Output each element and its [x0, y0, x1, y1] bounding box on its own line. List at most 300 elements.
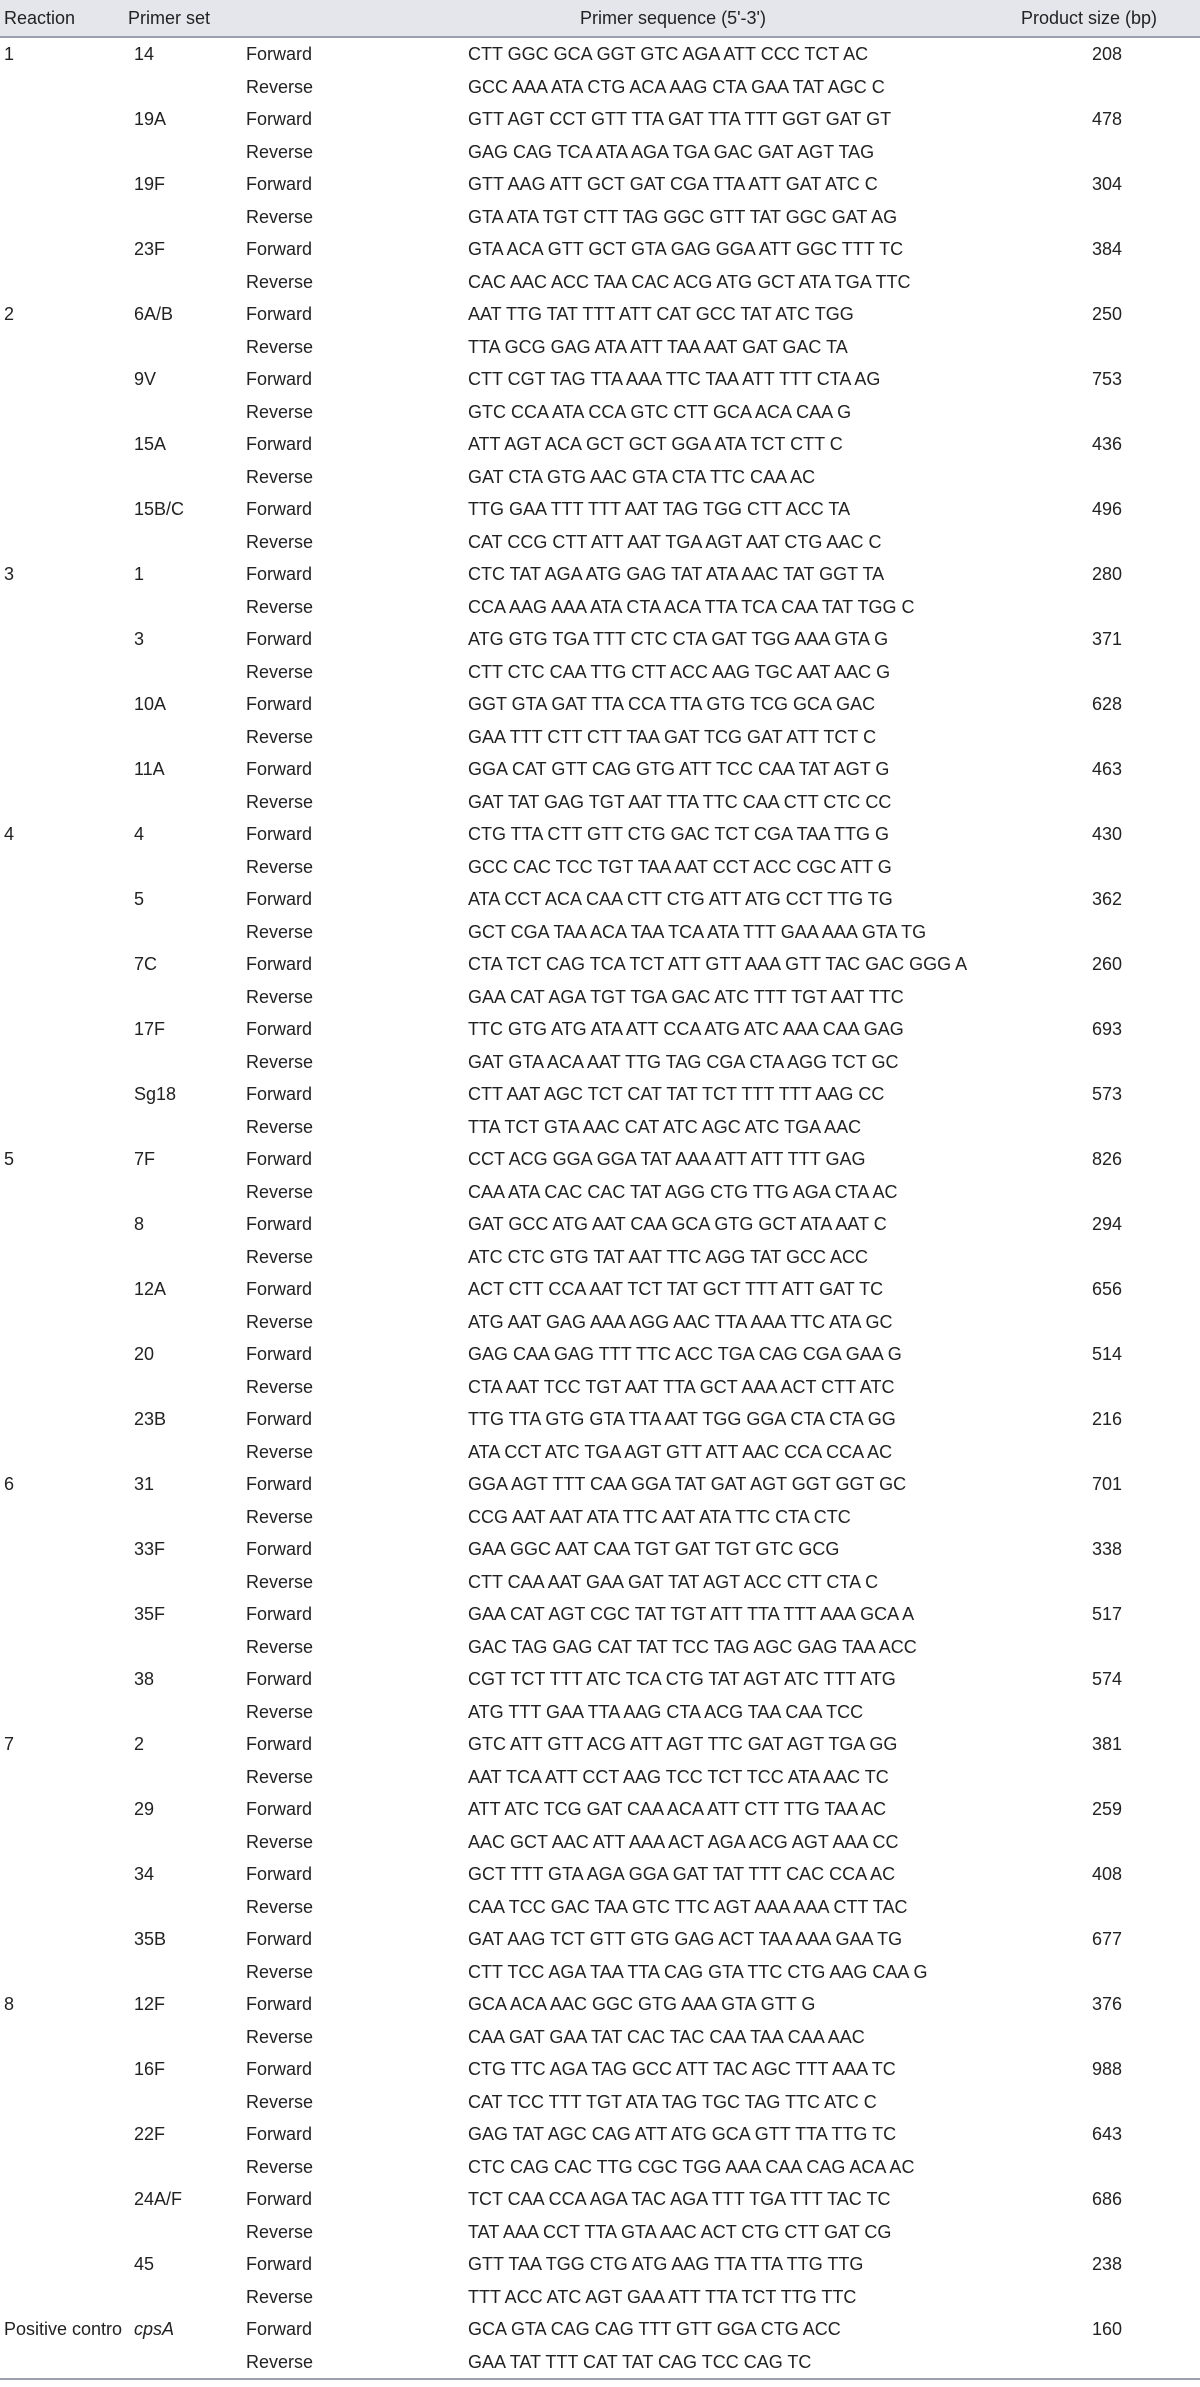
cell-direction: Reverse	[246, 1636, 314, 1657]
cell-primer-set: 10A	[134, 694, 167, 715]
cell-direction: Reverse	[246, 1701, 314, 1722]
cell-direction: Reverse	[246, 141, 314, 162]
cell-reaction: 4	[4, 824, 15, 845]
cell-reaction	[0, 1111, 124, 1144]
cell-direction: Forward	[246, 44, 313, 65]
cell-reaction	[0, 1923, 124, 1956]
cell-sequence: AAC GCT AAC ATT AAA ACT AGA ACG AGT AAA CC	[468, 1831, 899, 1852]
cell-direction: Forward	[246, 1929, 313, 1950]
cell-reaction	[0, 103, 124, 136]
cell-direction: Reverse	[246, 2221, 314, 2242]
cell-product-size: 514	[1091, 1344, 1123, 1365]
cell-product-size: 693	[1091, 1019, 1123, 1040]
cell-sequence: GTA ATA TGT CTT TAG GGC GTT TAT GGC GAT AG	[468, 206, 898, 227]
cell-sequence: CAC AAC ACC TAA CAC ACG ATG GCT ATA TGA TTC	[468, 271, 911, 292]
cell-primer-set	[124, 1306, 242, 1339]
cell-direction: Reverse	[246, 596, 314, 617]
cell-product-size	[978, 786, 1200, 819]
cell-direction: Forward	[246, 1279, 313, 1300]
cell-reaction: Positive contro	[4, 2319, 123, 2340]
cell-direction: Reverse	[246, 1246, 314, 1267]
cell-direction: Reverse	[246, 1571, 314, 1592]
cell-direction: Forward	[246, 2059, 313, 2080]
table-row	[0, 1631, 1200, 1664]
cell-sequence: AAT TTG TAT TTT ATT CAT GCC TAT ATC TGG	[468, 304, 854, 325]
cell-primer-set: 9V	[134, 369, 157, 390]
cell-product-size: 430	[1091, 824, 1123, 845]
cell-direction: Reverse	[246, 661, 314, 682]
table-row	[0, 71, 1200, 104]
cell-sequence: GAA TTT CTT CTT TAA GAT TCG GAT ATT TCT C	[468, 726, 877, 747]
cell-product-size	[978, 1826, 1200, 1859]
table-row	[0, 1338, 1200, 1371]
cell-primer-set	[124, 591, 242, 624]
table-row	[0, 1013, 1200, 1046]
cell-product-size	[978, 1696, 1200, 1729]
cell-product-size	[978, 1631, 1200, 1664]
cell-reaction	[0, 2183, 124, 2216]
header-primer-set: Primer set	[124, 0, 242, 37]
cell-direction: Reverse	[246, 1766, 314, 1787]
table-row	[0, 656, 1200, 689]
table-row	[0, 2248, 1200, 2281]
cell-primer-set: 2	[134, 1734, 145, 1755]
cell-reaction: 5	[4, 1149, 15, 1170]
cell-product-size: 701	[1091, 1474, 1123, 1495]
cell-reaction: 1	[4, 44, 15, 65]
cell-product-size	[978, 591, 1200, 624]
cell-product-size	[978, 136, 1200, 169]
cell-sequence: GAT GTA ACA AAT TTG TAG CGA CTA AGG TCT GC	[468, 1051, 899, 1072]
cell-direction: Reverse	[246, 336, 314, 357]
cell-primer-set: 19A	[134, 109, 167, 130]
cell-product-size: 384	[1091, 239, 1123, 260]
cell-direction: Reverse	[246, 856, 314, 877]
cell-primer-set	[124, 71, 242, 104]
cell-product-size: 362	[1091, 889, 1123, 910]
cell-direction: Forward	[246, 1149, 313, 1170]
cell-reaction	[0, 916, 124, 949]
cell-reaction	[0, 2053, 124, 2086]
cell-direction: Forward	[246, 1864, 313, 1885]
cell-direction: Reverse	[246, 2156, 314, 2177]
cell-product-size	[978, 2086, 1200, 2119]
cell-product-size	[978, 1501, 1200, 1534]
table-body	[0, 37, 1200, 2379]
cell-direction: Forward	[246, 1344, 313, 1365]
cell-product-size	[978, 1956, 1200, 1989]
table-row	[0, 721, 1200, 754]
cell-reaction	[0, 396, 124, 429]
cell-reaction	[0, 1306, 124, 1339]
cell-primer-set	[124, 721, 242, 754]
table-row	[0, 1208, 1200, 1241]
cell-sequence: CTT CAA AAT GAA GAT TAT AGT ACC CTT CTA C	[468, 1571, 879, 1592]
cell-sequence: CGT TCT TTT ATC TCA CTG TAT AGT ATC TTT ATG	[468, 1669, 896, 1690]
cell-product-size	[978, 1761, 1200, 1794]
table-row	[0, 1403, 1200, 1436]
cell-reaction	[0, 1956, 124, 1989]
table-row	[0, 331, 1200, 364]
cell-sequence: CTA AAT TCC TGT AAT TTA GCT AAA ACT CTT ATC	[468, 1376, 895, 1397]
cell-primer-set: 33F	[134, 1539, 166, 1560]
cell-sequence: GGT GTA GAT TTA CCA TTA GTG TCG GCA GAC	[468, 694, 876, 715]
cell-product-size	[978, 1371, 1200, 1404]
table-row	[0, 103, 1200, 136]
cell-sequence: GTT AGT CCT GTT TTA GAT TTA TTT GGT GAT GT	[468, 109, 892, 130]
cell-sequence: GAG CAG TCA ATA AGA TGA GAC GAT AGT TAG	[468, 141, 875, 162]
table-row	[0, 1371, 1200, 1404]
cell-reaction	[0, 2021, 124, 2054]
cell-reaction	[0, 71, 124, 104]
cell-sequence: GAT AAG TCT GTT GTG GAG ACT TAA AAA GAA TG	[468, 1929, 903, 1950]
table-row	[0, 1046, 1200, 1079]
cell-primer-set	[124, 461, 242, 494]
table-row	[0, 1923, 1200, 1956]
cell-sequence: ATT ATC TCG GAT CAA ACA ATT CTT TTG TAA AC	[468, 1799, 887, 1820]
cell-reaction	[0, 1436, 124, 1469]
cell-primer-set: 23B	[134, 1409, 167, 1430]
cell-sequence: CCT ACG GGA GGA TAT AAA ATT ATT TTT GAG	[468, 1149, 866, 1170]
cell-product-size: 988	[1091, 2059, 1123, 2080]
cell-sequence: TCT CAA CCA AGA TAC AGA TTT TGA TTT TAC TC	[468, 2189, 891, 2210]
header-row	[0, 0, 1200, 37]
cell-direction: Forward	[246, 1084, 313, 1105]
cell-primer-set	[124, 1761, 242, 1794]
cell-reaction	[0, 461, 124, 494]
cell-sequence: CTG TTC AGA TAG GCC ATT TAC AGC TTT AAA TC	[468, 2059, 896, 2080]
cell-direction: Forward	[246, 2189, 313, 2210]
cell-product-size	[978, 2151, 1200, 2184]
cell-product-size	[978, 1436, 1200, 1469]
cell-primer-set	[124, 656, 242, 689]
cell-primer-set	[124, 2216, 242, 2249]
cell-direction: Reverse	[246, 1441, 314, 1462]
cell-direction: Forward	[246, 304, 313, 325]
cell-direction: Forward	[246, 1214, 313, 1235]
cell-product-size	[978, 2021, 1200, 2054]
table-row	[0, 37, 1200, 71]
cell-primer-set: 12A	[134, 1279, 167, 1300]
cell-reaction	[0, 2216, 124, 2249]
cell-product-size	[978, 396, 1200, 429]
table-row	[0, 2021, 1200, 2054]
cell-primer-set	[124, 266, 242, 299]
cell-reaction	[0, 623, 124, 656]
table-row	[0, 1143, 1200, 1176]
cell-sequence: CTC CAG CAC TTG CGC TGG AAA CAA CAG ACA AC	[468, 2156, 915, 2177]
cell-primer-set	[124, 1891, 242, 1924]
table-row	[0, 1826, 1200, 1859]
cell-sequence: GTC CCA ATA CCA GTC CTT GCA ACA CAA G	[468, 401, 852, 422]
cell-direction: Reverse	[242, 2346, 464, 2380]
table-row	[0, 1111, 1200, 1144]
header-reaction: Reaction	[0, 0, 124, 37]
cell-reaction	[0, 1858, 124, 1891]
cell-product-size	[978, 1176, 1200, 1209]
cell-sequence: ATG AAT GAG AAA AGG AAC TTA AAA TTC ATA GC	[468, 1311, 893, 1332]
cell-reaction	[0, 1793, 124, 1826]
cell-sequence: GCA GTA CAG CAG TTT GTT GGA CTG ACC	[468, 2319, 841, 2340]
cell-direction: Reverse	[246, 2026, 314, 2047]
table-row	[0, 266, 1200, 299]
cell-primer-set: 16F	[134, 2059, 166, 2080]
cell-reaction	[0, 1566, 124, 1599]
cell-reaction	[0, 331, 124, 364]
cell-product-size: 517	[1091, 1604, 1123, 1625]
table-row	[0, 1761, 1200, 1794]
cell-direction: Reverse	[246, 1181, 314, 1202]
cell-sequence: CTC TAT AGA ATG GAG TAT ATA AAC TAT GGT TA	[468, 564, 885, 585]
cell-reaction	[0, 851, 124, 884]
header-direction	[242, 0, 464, 37]
cell-product-size: 250	[1091, 304, 1123, 325]
cell-product-size: 259	[1091, 1799, 1123, 1820]
cell-direction: Forward	[246, 1734, 313, 1755]
cell-sequence: TTC GTG ATG ATA ATT CCA ATG ATC AAA CAA GAG	[468, 1019, 904, 1040]
cell-primer-set: 7C	[134, 954, 158, 975]
cell-reaction	[0, 428, 124, 461]
cell-product-size	[978, 1306, 1200, 1339]
cell-primer-set	[124, 1826, 242, 1859]
cell-reaction	[0, 1631, 124, 1664]
cell-reaction	[0, 1826, 124, 1859]
cell-direction: Forward	[246, 1799, 313, 1820]
table-row	[0, 981, 1200, 1014]
cell-sequence: TTA GCG GAG ATA ATT TAA AAT GAT GAC TA	[468, 336, 848, 357]
cell-primer-set	[124, 2086, 242, 2119]
cell-sequence: CAT TCC TTT TGT ATA TAG TGC TAG TTC ATC C	[468, 2091, 877, 2112]
cell-primer-set	[124, 2281, 242, 2314]
cell-reaction	[0, 201, 124, 234]
table-row	[0, 201, 1200, 234]
cell-primer-set: cpsA	[134, 2319, 175, 2340]
cell-reaction	[0, 1696, 124, 1729]
cell-direction: Forward	[246, 434, 313, 455]
cell-primer-set: 20	[134, 1344, 155, 1365]
cell-product-size	[978, 981, 1200, 1014]
cell-sequence: CTT TCC AGA TAA TTA CAG GTA TTC CTG AAG CAA G	[468, 1961, 928, 1982]
table-row	[0, 851, 1200, 884]
table-row	[0, 753, 1200, 786]
cell-direction: Forward	[246, 824, 313, 845]
cell-reaction	[0, 948, 124, 981]
cell-product-size: 408	[1091, 1864, 1123, 1885]
table-row	[0, 1306, 1200, 1339]
cell-reaction	[0, 233, 124, 266]
cell-product-size	[978, 461, 1200, 494]
table-row	[0, 948, 1200, 981]
table-row	[0, 233, 1200, 266]
cell-product-size: 686	[1091, 2189, 1123, 2210]
cell-primer-set	[124, 136, 242, 169]
cell-product-size: 573	[1091, 1084, 1123, 1105]
cell-primer-set	[124, 2021, 242, 2054]
table-row	[0, 526, 1200, 559]
cell-primer-set	[124, 1501, 242, 1534]
cell-sequence: GTT AAG ATT GCT GAT CGA TTA ATT GAT ATC C	[468, 174, 878, 195]
cell-sequence: ATG TTT GAA TTA AAG CTA ACG TAA CAA TCC	[468, 1701, 864, 1722]
cell-reaction	[0, 1403, 124, 1436]
cell-primer-set: 23F	[134, 239, 166, 260]
table-row	[0, 1436, 1200, 1469]
table-row	[0, 1468, 1200, 1501]
cell-reaction	[0, 1663, 124, 1696]
table-row	[0, 818, 1200, 851]
table-row	[0, 591, 1200, 624]
cell-direction: Forward	[246, 174, 313, 195]
cell-product-size	[978, 2216, 1200, 2249]
cell-direction: Reverse	[246, 1311, 314, 1332]
table-row	[0, 2313, 1200, 2346]
table-row	[0, 1533, 1200, 1566]
cell-direction: Forward	[246, 1409, 313, 1430]
cell-sequence: GAT TAT GAG TGT AAT TTA TTC CAA CTT CTC CC	[468, 791, 892, 812]
cell-product-size: 656	[1091, 1279, 1123, 1300]
table-row	[0, 916, 1200, 949]
cell-sequence: CAA ATA CAC CAC TAT AGG CTG TTG AGA CTA AC	[468, 1181, 898, 1202]
cell-reaction	[0, 266, 124, 299]
cell-product-size	[978, 656, 1200, 689]
cell-primer-set	[124, 1436, 242, 1469]
table-row	[0, 396, 1200, 429]
table-row	[0, 1956, 1200, 1989]
cell-reaction	[0, 2281, 124, 2314]
cell-direction: Forward	[246, 694, 313, 715]
cell-reaction	[0, 1078, 124, 1111]
cell-primer-set: 24A/F	[134, 2189, 183, 2210]
cell-primer-set: 12F	[134, 1994, 166, 2015]
table-row	[0, 1176, 1200, 1209]
cell-direction: Forward	[246, 564, 313, 585]
table-row	[0, 1891, 1200, 1924]
cell-sequence: GCC AAA ATA CTG ACA AAG CTA GAA TAT AGC C	[468, 76, 885, 97]
table-row	[0, 1078, 1200, 1111]
cell-direction: Reverse	[246, 791, 314, 812]
cell-direction: Reverse	[246, 726, 314, 747]
cell-product-size: 677	[1091, 1929, 1123, 1950]
cell-product-size	[978, 1241, 1200, 1274]
table-header	[0, 0, 1200, 37]
cell-direction: Forward	[246, 1994, 313, 2015]
cell-reaction	[0, 1208, 124, 1241]
cell-reaction	[0, 363, 124, 396]
cell-product-size	[978, 526, 1200, 559]
cell-direction: Reverse	[246, 1961, 314, 1982]
table-row	[0, 688, 1200, 721]
cell-reaction	[0, 1273, 124, 1306]
cell-primer-set: 31	[134, 1474, 155, 1495]
table-row	[0, 1728, 1200, 1761]
cell-product-size: 216	[1091, 1409, 1123, 1430]
cell-reaction	[0, 168, 124, 201]
cell-reaction	[0, 1761, 124, 1794]
cell-primer-set: 35F	[134, 1604, 166, 1625]
table-row	[0, 168, 1200, 201]
cell-reaction: 2	[4, 304, 15, 325]
cell-product-size: 436	[1091, 434, 1123, 455]
cell-product-size	[978, 1891, 1200, 1924]
header-product-size: Product size (bp)	[978, 0, 1200, 37]
cell-sequence: GAA GGC AAT CAA TGT GAT TGT GTC GCG	[468, 1539, 840, 1560]
cell-primer-set: 11A	[134, 759, 165, 780]
cell-direction: Forward	[246, 1474, 313, 1495]
cell-primer-set: 19F	[134, 174, 166, 195]
cell-product-size: 160	[1091, 2319, 1123, 2340]
cell-sequence: GAT CTA GTG AAC GTA CTA TTC CAA AC	[468, 466, 816, 487]
cell-sequence: CCG AAT AAT ATA TTC AAT ATA TTC CTA CTC	[468, 1506, 851, 1527]
cell-sequence: GCA ACA AAC GGC GTG AAA GTA GTT G	[468, 1994, 816, 2015]
cell-primer-set	[124, 1111, 242, 1144]
table-row	[0, 136, 1200, 169]
cell-sequence: GTA ACA GTT GCT GTA GAG GGA ATT GGC TTT TC	[468, 239, 904, 260]
table-row	[0, 461, 1200, 494]
cell-primer-set	[124, 331, 242, 364]
cell-direction: Forward	[246, 889, 313, 910]
table-row	[0, 1663, 1200, 1696]
cell-product-size: 753	[1091, 369, 1123, 390]
cell-reaction	[0, 1241, 124, 1274]
table-row	[0, 2053, 1200, 2086]
cell-product-size	[978, 851, 1200, 884]
cell-direction: Forward	[246, 1539, 313, 1560]
cell-product-size	[978, 1566, 1200, 1599]
cell-reaction	[0, 2346, 124, 2380]
cell-sequence: TTA TCT GTA AAC CAT ATC AGC ATC TGA AAC	[468, 1116, 862, 1137]
cell-primer-set	[124, 786, 242, 819]
cell-sequence: GAG TAT AGC CAG ATT ATG GCA GTT TTA TTG TC	[468, 2124, 897, 2145]
cell-product-size: 381	[1091, 1734, 1123, 1755]
cell-product-size: 208	[1091, 44, 1123, 65]
cell-primer-set	[124, 201, 242, 234]
cell-primer-set: 15B/C	[134, 499, 185, 520]
cell-direction: Forward	[246, 109, 313, 130]
cell-product-size	[978, 266, 1200, 299]
cell-reaction	[0, 883, 124, 916]
cell-sequence: CTT CTC CAA TTG CTT ACC AAG TGC AAT AAC G	[468, 661, 891, 682]
cell-reaction	[0, 2151, 124, 2184]
cell-sequence: ATC CTC GTG TAT AAT TTC AGG TAT GCC ACC	[468, 1246, 869, 1267]
cell-product-size: 463	[1091, 759, 1123, 780]
cell-product-size: 280	[1091, 564, 1123, 585]
table-row	[0, 2086, 1200, 2119]
cell-primer-set	[124, 1176, 242, 1209]
cell-sequence: GGA CAT GTT CAG GTG ATT TCC CAA TAT AGT G	[468, 759, 890, 780]
cell-direction: Forward	[246, 1604, 313, 1625]
cell-product-size: 478	[1091, 109, 1123, 130]
cell-primer-set	[124, 396, 242, 429]
table-row	[0, 558, 1200, 591]
cell-direction: Reverse	[246, 2091, 314, 2112]
cell-sequence: TTT ACC ATC AGT GAA ATT TTA TCT TTG TTC	[468, 2286, 857, 2307]
cell-reaction	[0, 526, 124, 559]
cell-primer-set: 22F	[134, 2124, 166, 2145]
table-row	[0, 2216, 1200, 2249]
cell-reaction	[0, 981, 124, 1014]
cell-reaction	[0, 1598, 124, 1631]
cell-sequence: GAC TAG GAG CAT TAT TCC TAG AGC GAG TAA ACC	[468, 1636, 917, 1657]
cell-reaction: 6	[4, 1474, 15, 1495]
table-row	[0, 2183, 1200, 2216]
cell-direction: Reverse	[246, 1506, 314, 1527]
cell-reaction	[0, 1501, 124, 1534]
cell-direction: Forward	[246, 499, 313, 520]
cell-primer-set: 15A	[134, 434, 167, 455]
cell-reaction	[0, 1533, 124, 1566]
cell-direction: Forward	[246, 759, 313, 780]
table-row	[0, 1696, 1200, 1729]
cell-reaction	[0, 688, 124, 721]
